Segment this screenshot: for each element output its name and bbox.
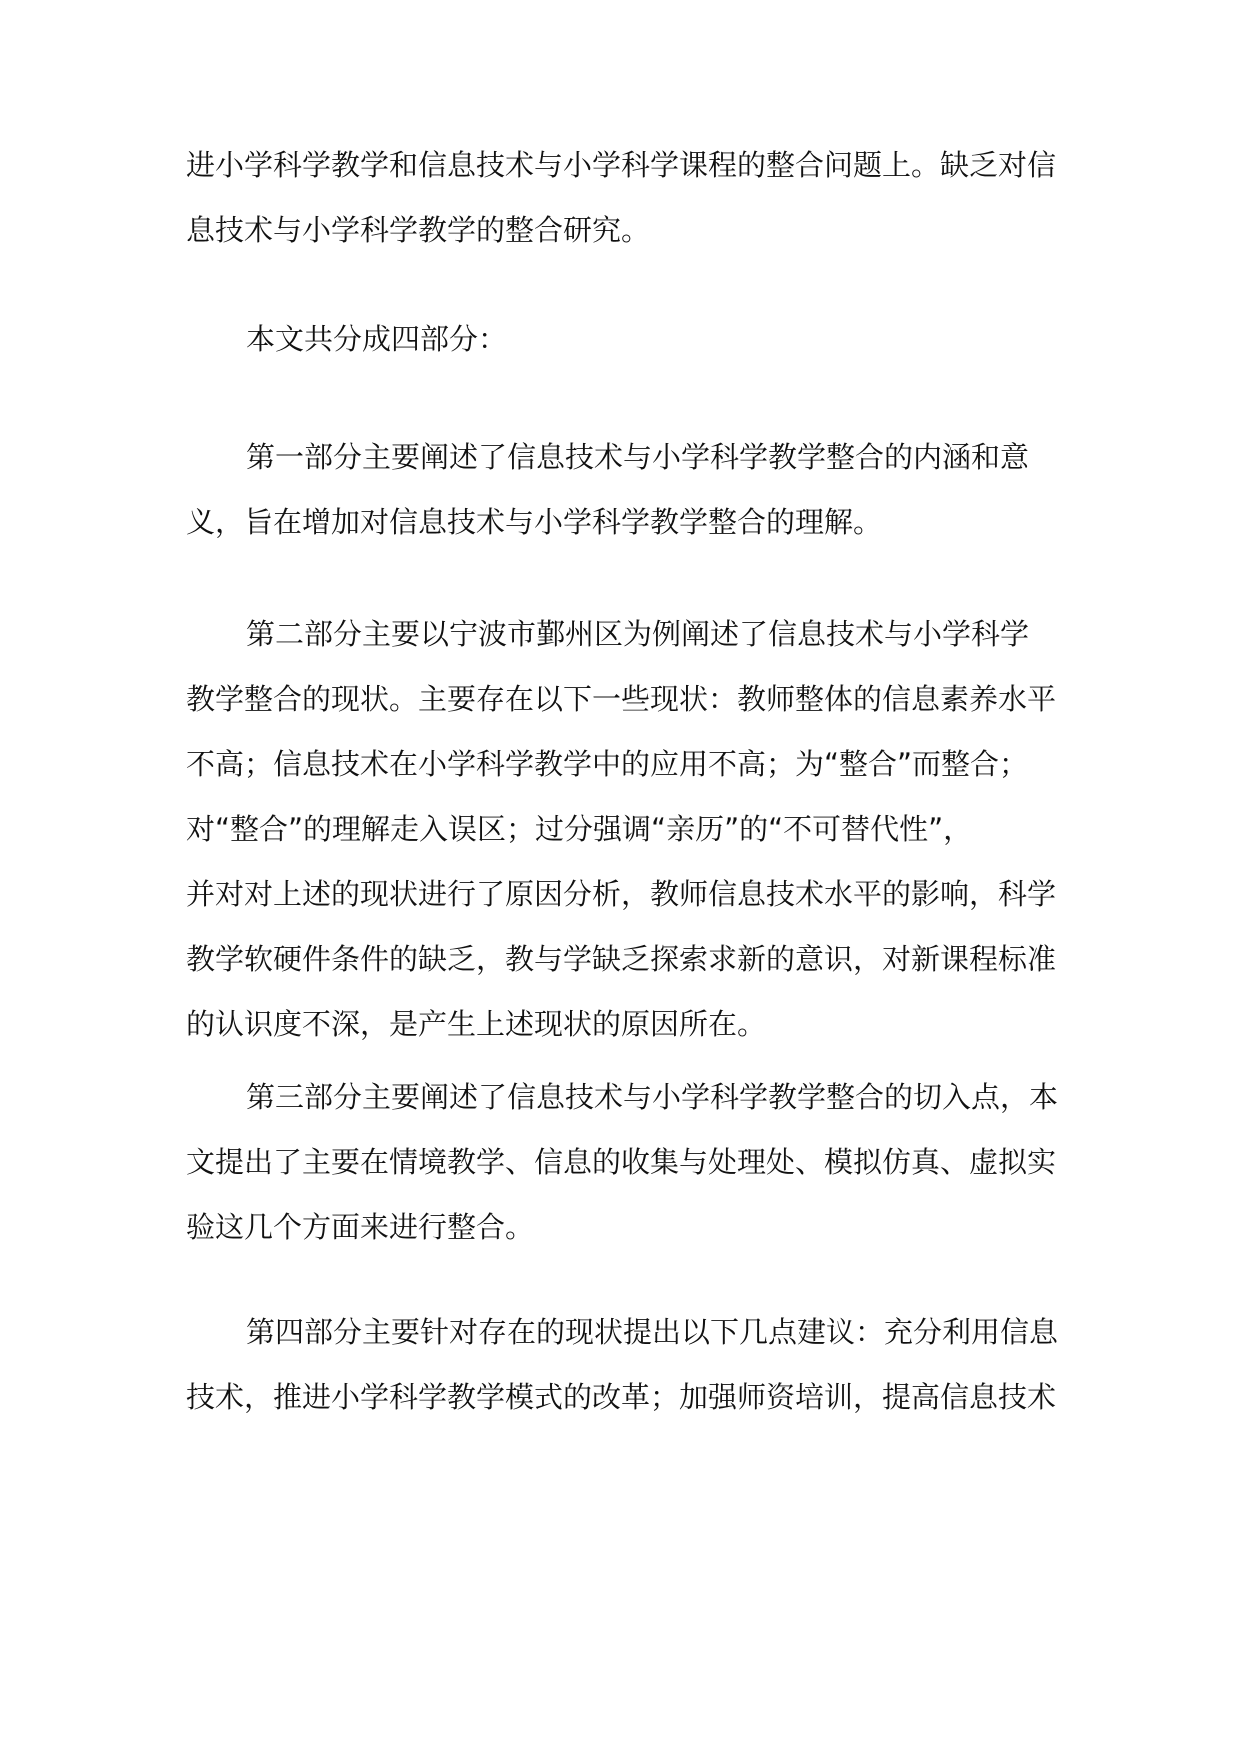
text-line: 义，旨在增加对信息技术与小学科学教学整合的理解。: [186, 505, 883, 539]
paragraph-overview: [186, 307, 1066, 372]
text-line: 息技术与小学科学教学的整合研究。: [186, 213, 651, 247]
text-line: 第四部分主要针对存在的现状提出以下几点建议：充分利用信息: [246, 1315, 1059, 1349]
text-line: 第一部分主要阐述了信息技术与小学科学教学整合的内涵和意: [246, 440, 1030, 474]
text-line: 第二部分主要以宁波市鄞州区为例阐述了信息技术与小学科学: [246, 617, 1030, 651]
text-line: 教学整合的现状。主要存在以下一些现状：教师整体的信息素养水平: [186, 682, 1057, 716]
text-line: 第三部分主要阐述了信息技术与小学科学教学整合的切入点，本: [246, 1080, 1059, 1114]
text-line: 本文共分成四部分：: [246, 322, 508, 356]
text-line: 并对对上述的现状进行了原因分析，教师信息技术水平的影响，科学: [186, 877, 1057, 911]
text-line: 不高；信息技术在小学科学教学中的应用不高；为“整合”而整合；: [186, 747, 1029, 781]
text-line: 技术，推进小学科学教学模式的改革；加强师资培训，提高信息技术: [186, 1380, 1057, 1414]
paragraph-part-two: [186, 602, 1066, 1057]
text-line: 教学软硬件条件的缺乏，教与学缺乏探索求新的意识，对新课程标准: [186, 942, 1057, 976]
paragraph-part-one: [186, 425, 1066, 555]
text-line: 进小学科学教学和信息技术与小学科学课程的整合问题上。缺乏对信: [186, 148, 1057, 182]
text-line: 对“整合”的理解走入误区；过分强调“亲历”的“不可替代性”，: [186, 812, 973, 846]
text-line: 的认识度不深，是产生上述现状的原因所在。: [186, 1007, 767, 1041]
paragraph-part-three: [186, 1065, 1066, 1260]
text-line: 文提出了主要在情境教学、信息的收集与处理处、模拟仿真、虚拟实: [186, 1145, 1057, 1179]
paragraph-continuation: [186, 133, 1066, 263]
text-line: 验这几个方面来进行整合。: [186, 1210, 535, 1244]
paragraph-part-four: [186, 1300, 1066, 1430]
